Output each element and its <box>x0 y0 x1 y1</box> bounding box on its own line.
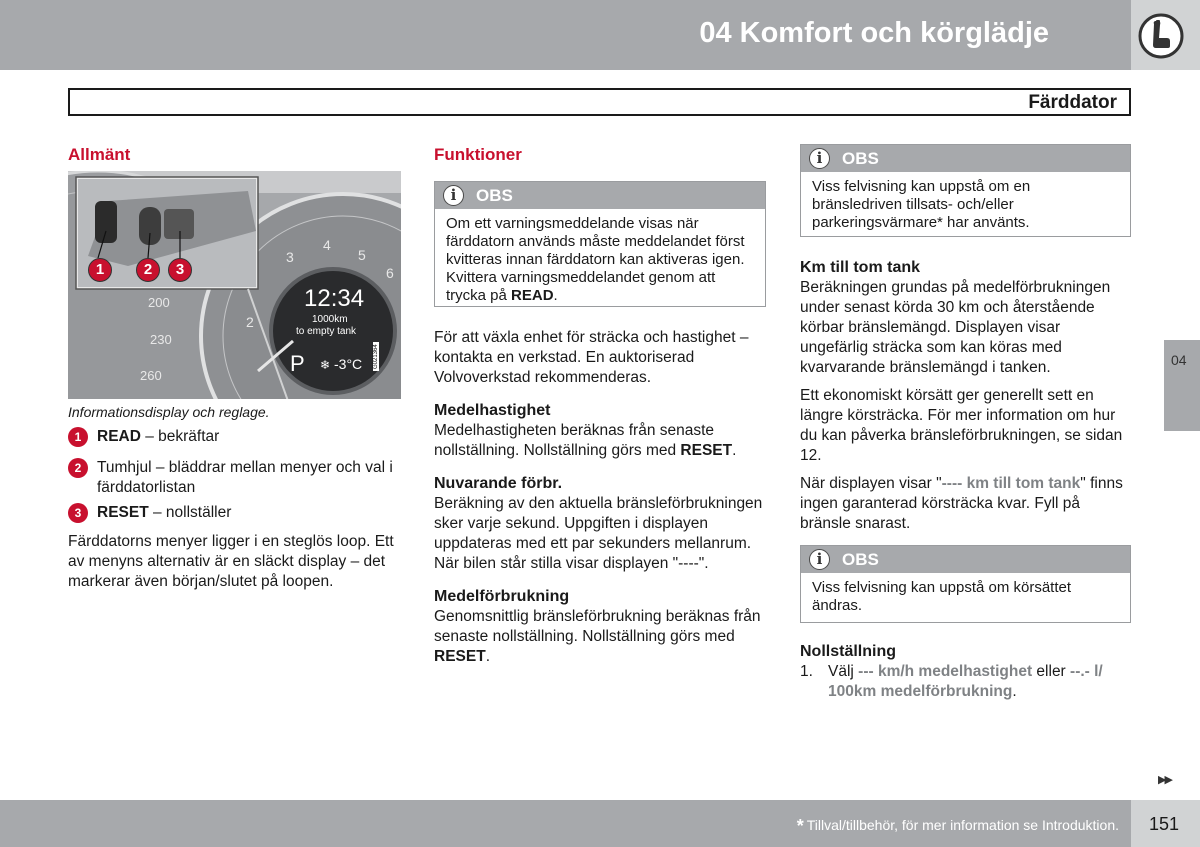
gauge-label: 6 <box>386 265 394 281</box>
subheading: Nollställning <box>800 643 896 660</box>
number-bullet: 2 <box>68 458 88 478</box>
figure-caption: Informationsdisplay och reglage. <box>68 404 270 420</box>
info-icon: i <box>443 185 464 206</box>
section-text: Beräkning av den aktuella bränsleförbrukningen sker varje sekund. Uppgiften i displayen uppdateras med ett par sekunders mellanrum. När bilen står stilla visar displayen "----". <box>434 495 763 572</box>
section-title: Färddator <box>1028 92 1117 113</box>
section-avg-consumption <box>434 587 769 667</box>
instrument-display-figure <box>68 171 401 399</box>
note-header <box>435 182 765 209</box>
gauge-label: 2 <box>246 314 254 330</box>
display-time: 12:34 <box>304 285 365 312</box>
note-header <box>801 145 1130 172</box>
subheading: Nuvarande förbr. <box>434 475 563 492</box>
note-text: Om ett varningsmeddelande visas när färddatorn används måste meddelandet först kvitteras innan färddatorn kan aktiveras igen. Kvittera varningsmeddelandet genom att trycka på READ. <box>446 215 745 304</box>
chapter-header-bar <box>0 0 1131 70</box>
note-label: OBS <box>842 149 879 168</box>
note-label: OBS <box>476 186 513 205</box>
gauge-label: 3 <box>286 249 294 265</box>
note-box <box>800 144 1131 237</box>
display-gear: P <box>290 351 305 376</box>
step-number: 1. <box>800 663 813 680</box>
callout-badge-2: 2 <box>136 258 160 282</box>
callout-badge-1: 1 <box>88 258 112 282</box>
legend-desc: – bekräftar <box>140 428 220 445</box>
footer-bar <box>0 800 1131 847</box>
section-current-consumption <box>434 474 769 574</box>
note-header <box>801 546 1130 573</box>
heading-general: Allmänt <box>68 145 131 164</box>
callout-badge-3: 3 <box>168 258 192 282</box>
note-text: Viss felvisning kan uppstå om en bränsledriven tillsats- och/eller parkeringsvärmare* har använts. <box>812 178 1031 231</box>
display-range-label: to empty tank <box>296 326 357 337</box>
reset-step: 1. Välj --- km/h medelhastighet eller --.- l/ 100km medelförbrukning. <box>800 663 1103 700</box>
legend-desc: Tumhjul – bläddrar mellan menyer och val i färddatorlistan <box>97 459 393 496</box>
number-bullet: 3 <box>68 503 88 523</box>
subheading: Km till tom tank <box>800 259 921 276</box>
chapter-title: 04 Komfort och körglädje <box>699 17 1049 49</box>
page-number: 151 <box>1149 814 1180 834</box>
page-number-box <box>1131 800 1200 847</box>
section-avg-speed <box>434 401 769 461</box>
display-temperature: -3°C <box>334 356 363 372</box>
section-text: Genomsnittlig bränsleförbrukning beräknas från senaste nollställning. Nollställning görs med RESET. <box>434 608 761 665</box>
image-code: G021364 <box>373 344 379 369</box>
column-general <box>68 145 408 165</box>
info-icon: i <box>809 549 830 570</box>
legend-desc: – nollställer <box>148 504 232 521</box>
gauge-label: 260 <box>140 368 162 383</box>
note-text: Viss felvisning kan uppstå om körsättet ändras. <box>812 579 1072 614</box>
legend-item <box>68 458 393 496</box>
note-label: OBS <box>842 550 879 569</box>
double-arrow-right-icon: ▶▶ <box>1158 774 1171 786</box>
legend-key: RESET <box>97 504 149 521</box>
snowflake-icon: ❄ <box>320 358 331 372</box>
subheading: Medelförbrukning <box>434 588 570 605</box>
chapter-side-tab-label: 04 <box>1171 352 1187 368</box>
note-box <box>800 545 1131 623</box>
section-header <box>68 88 1131 116</box>
display-range-value: 1000km <box>312 314 348 325</box>
heading-functions: Funktioner <box>434 145 522 164</box>
units-paragraph: För att växla enhet för sträcka och hastighet – kontakta en verkstad. En auktoriserad Volvoverkstad rekommenderas. <box>434 329 749 386</box>
gauge-label: 230 <box>150 332 172 347</box>
info-icon: i <box>809 148 830 169</box>
range-paragraph-1: Beräkningen grundas på medelförbrukningen under senast körda 30 km och återstående körbar bränslemängd. Displayen visar ungefärlig sträcka som kan köras med kvarvarande bränslemängd i tanken. <box>800 279 1111 376</box>
footer-note: * Tillval/tillbehör, för mer information se Introduktion. <box>796 816 1119 836</box>
legend-item <box>68 427 220 447</box>
section-text: Medelhastigheten beräknas från senaste nollställning. Nollställning görs med RESET. <box>434 422 737 459</box>
legend-item <box>68 503 232 523</box>
gauge-label: 200 <box>148 295 170 310</box>
subheading: Medelhastighet <box>434 402 551 419</box>
note-box <box>434 181 766 307</box>
gauge-label: 4 <box>323 237 331 253</box>
chapter-side-tab[interactable] <box>1164 340 1200 431</box>
legend-list <box>68 427 408 522</box>
gauge-label: 5 <box>358 247 366 263</box>
range-paragraph-2: Ett ekonomiskt körsätt ger generellt sett en längre körsträcka. För mer information om hur du kan påverka bränsleförbrukningen, se sidan 12. <box>800 387 1123 464</box>
number-bullet: 1 <box>68 427 88 447</box>
section-range <box>800 258 1132 534</box>
range-paragraph-3: När displayen visar "---- km till tom tank" finns ingen garanterad körsträcka kvar. Fyll på bränsle snarast. <box>800 475 1123 532</box>
legend-key: READ <box>97 428 141 445</box>
section-reset <box>800 642 1132 702</box>
seat-icon <box>1137 12 1185 60</box>
loop-paragraph: Färddatorns menyer ligger i en steglös loop. Ett av menyns alternativ är en släckt display – det markerar även början/slutet på loopen. <box>68 533 394 590</box>
